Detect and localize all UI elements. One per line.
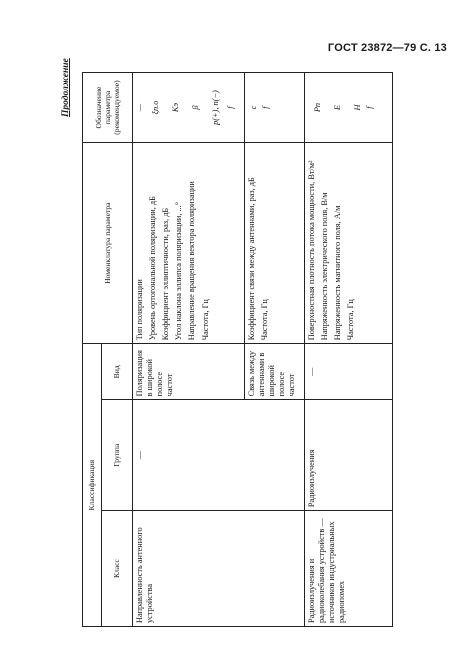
row1-params-coupling	[245, 143, 305, 344]
param-item: Поверхностная плотность потока мощности, Вт/м²	[307, 160, 316, 341]
param-item: Коэффициент связи между антеннами, раз, дБ	[247, 177, 256, 341]
symbol-item: f	[225, 106, 235, 109]
parameters-table	[82, 72, 393, 627]
param-item: Напряженность магнитного поля, А/м	[333, 205, 343, 341]
param-item: Угол наклона эллипса поляризации, ...°	[174, 201, 184, 341]
param-item: Направление вращения вектора поляризации	[187, 181, 197, 341]
param-item: Частота, Гц	[346, 299, 356, 341]
row1-symbols-polarization	[133, 73, 245, 143]
symbol-item: f	[261, 106, 271, 109]
param-item: Частота, Гц	[200, 299, 210, 341]
param-item: Напряженность электрического поля, В/м	[320, 192, 330, 341]
row2-kind: —	[305, 344, 393, 400]
row1-kind-coupling: Связь между антеннами в широкой полосе частот	[245, 344, 305, 400]
page-header: ГОСТ 23872—79 С. 13	[327, 42, 447, 54]
symbol-item: β	[191, 105, 201, 110]
designation-header: Обозначение параметра (рекомендуемое)	[83, 73, 133, 143]
symbol-item: c	[249, 105, 258, 110]
continuation-label: Продолжение	[61, 58, 71, 117]
param-item: Коэффициент эллиптичности, раз, дБ	[161, 207, 171, 341]
row1-class: Направленность антенного устройства	[133, 511, 305, 627]
symbol-item: —	[135, 103, 144, 112]
param-item: Частота, Гц	[260, 299, 270, 341]
row2-group: Радиоизлучения	[305, 400, 393, 511]
kind-header: Вид	[102, 344, 133, 400]
class-header: Класс	[102, 511, 133, 627]
param-item: Уровень ортогональной поляризации, дБ	[148, 196, 158, 341]
nomenclature-header: Номенклатура параметра	[83, 143, 133, 344]
symbol-item: H	[353, 104, 363, 111]
symbol-item: p(+), n(−)	[211, 90, 221, 125]
row1-group: —	[133, 400, 305, 511]
row2-params	[305, 143, 393, 344]
row1-kind-polarization: Поляризация в широкой полосе частот	[133, 344, 245, 400]
symbol-item: Kэ	[171, 102, 181, 113]
symbol-item: Pп	[313, 102, 322, 113]
row1-symbols-coupling	[245, 73, 305, 143]
symbol-item: f	[365, 106, 375, 109]
symbol-item: E	[333, 105, 343, 111]
group-header: Группа	[102, 400, 133, 511]
classification-header: Классификация	[83, 344, 102, 627]
symbol-item: ξп.о	[151, 100, 161, 115]
rotated-table-frame	[61, 58, 449, 627]
param-item: Тип поляризации	[135, 279, 144, 341]
row2-symbols	[305, 73, 393, 143]
row1-params-polarization	[133, 143, 245, 344]
row2-class: Радиоизлучения и радиоколебания устройств — источников индустриальных радиопомех	[305, 511, 393, 627]
